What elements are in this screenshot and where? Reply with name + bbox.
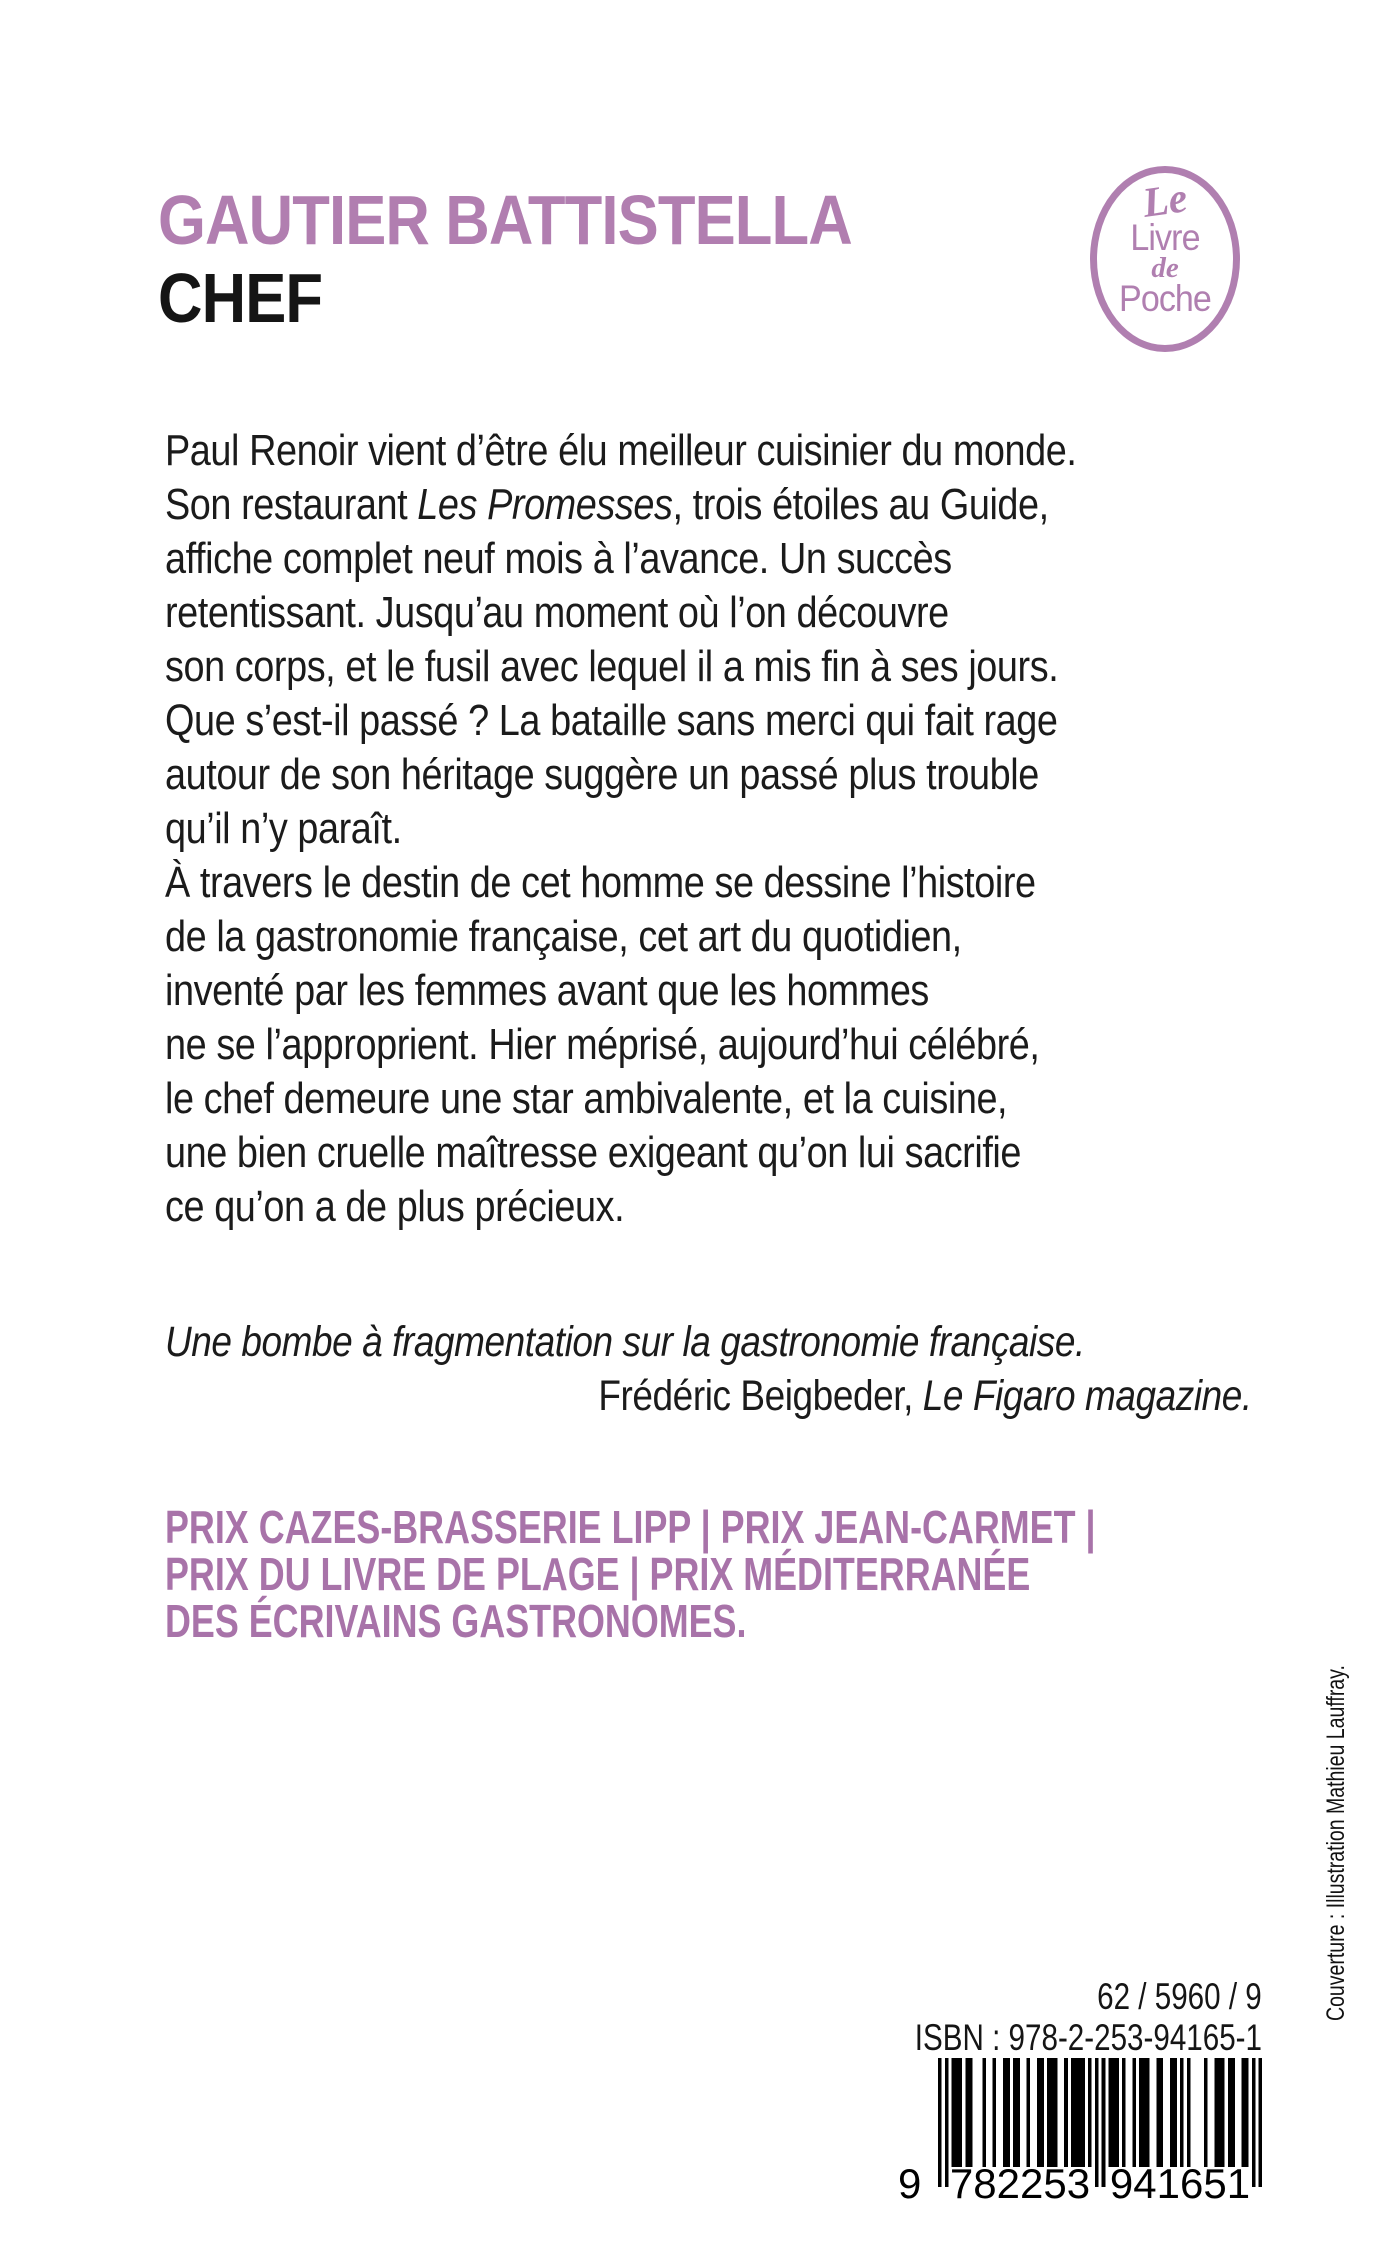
quote-attribution	[599, 1372, 1252, 1421]
synopsis-segment: Que s’est-il passé ? La bataille sans merci qui fait rage	[165, 696, 1058, 745]
synopsis-segment: , trois étoiles au Guide,	[672, 480, 1049, 529]
synopsis-line	[165, 694, 1076, 748]
synopsis-line	[165, 1126, 1076, 1180]
synopsis-segment: de la gastronomie française, cet art du quotidien,	[165, 912, 962, 961]
synopsis-segment: affiche complet neuf mois à l’avance. Un succès	[165, 534, 952, 583]
synopsis-segment: autour de son héritage suggère un passé plus trouble	[165, 750, 1039, 799]
synopsis-line	[165, 424, 1076, 478]
synopsis-segment: une bien cruelle maîtresse exigeant qu’on lui sacrifie	[165, 1128, 1022, 1177]
synopsis-italic-segment: Les Promesses	[417, 480, 673, 529]
logo-text-poche: Poche	[1119, 278, 1211, 319]
synopsis-segment: retentissant. Jusqu’au moment où l’on découvre	[165, 588, 949, 637]
award-line: PRIX DU LIVRE DE PLAGE | PRIX MÉDITERRANÉE	[165, 1548, 1031, 1600]
barcode-digit-first: 9	[898, 2160, 922, 2207]
logo-text-le: Le	[1139, 175, 1191, 227]
logo-text-livre: Livre	[1130, 217, 1200, 258]
synopsis-line	[165, 532, 1076, 586]
synopsis-segment: son corps, et le fusil avec lequel il a mis fin à ses jours.	[165, 642, 1059, 691]
ean-barcode	[890, 2058, 1280, 2207]
synopsis-text	[165, 424, 1076, 1234]
synopsis-line	[165, 856, 1076, 910]
author-name: GAUTIER BATTISTELLA	[158, 181, 852, 259]
barcode-digits-right: 941651	[1109, 2160, 1251, 2207]
isbn-number: ISBN : 978-2-253-94165-1	[914, 2017, 1262, 2058]
award-line: DES ÉCRIVAINS GASTRONOMES.	[165, 1595, 747, 1647]
synopsis-segment: inventé par les femmes avant que les hommes	[165, 966, 929, 1015]
book-title: CHEF	[158, 259, 323, 337]
synopsis-line	[165, 586, 1076, 640]
synopsis-segment: ce qu’on a de plus précieux.	[165, 1182, 625, 1231]
edition-code: 62 / 5960 / 9	[1097, 1976, 1262, 2017]
logo-text-de: de	[1151, 252, 1179, 284]
synopsis-segment: À travers le destin de cet homme se dessine l’histoire	[165, 858, 1036, 907]
synopsis-segment: Paul Renoir vient d’être élu meilleur cuisinier du monde.	[165, 426, 1077, 475]
quote-attribution-name: Frédéric Beigbeder,	[598, 1372, 924, 1420]
synopsis-line	[165, 1180, 1076, 1234]
awards-list	[165, 1501, 1096, 1647]
synopsis-line	[165, 748, 1076, 802]
publisher-logo	[1090, 166, 1240, 352]
barcode-digits-left: 782253	[949, 2160, 1091, 2207]
award-line: PRIX CAZES-BRASSERIE LIPP | PRIX JEAN-CARMET |	[165, 1501, 1096, 1553]
synopsis-segment: ne se l’approprient. Hier méprisé, aujourd’hui célébré,	[165, 1020, 1040, 1069]
synopsis-line	[165, 910, 1076, 964]
press-quote: Une bombe à fragmentation sur la gastronomie française.	[165, 1318, 1085, 1366]
synopsis-line	[165, 1072, 1076, 1126]
synopsis-segment: le chef demeure une star ambivalente, et la cuisine,	[165, 1074, 1008, 1123]
synopsis-line	[165, 802, 1076, 856]
synopsis-line	[165, 478, 1076, 532]
quote-attribution-source: Le Figaro magazine.	[923, 1372, 1252, 1420]
cover-credit: Couverture : Illustration Mathieu Lauffray.	[1322, 1665, 1350, 2021]
synopsis-line	[165, 1018, 1076, 1072]
synopsis-line	[165, 640, 1076, 694]
synopsis-segment: qu’il n’y paraît.	[165, 804, 402, 853]
synopsis-line	[165, 964, 1076, 1018]
synopsis-segment: Son restaurant	[165, 480, 418, 529]
